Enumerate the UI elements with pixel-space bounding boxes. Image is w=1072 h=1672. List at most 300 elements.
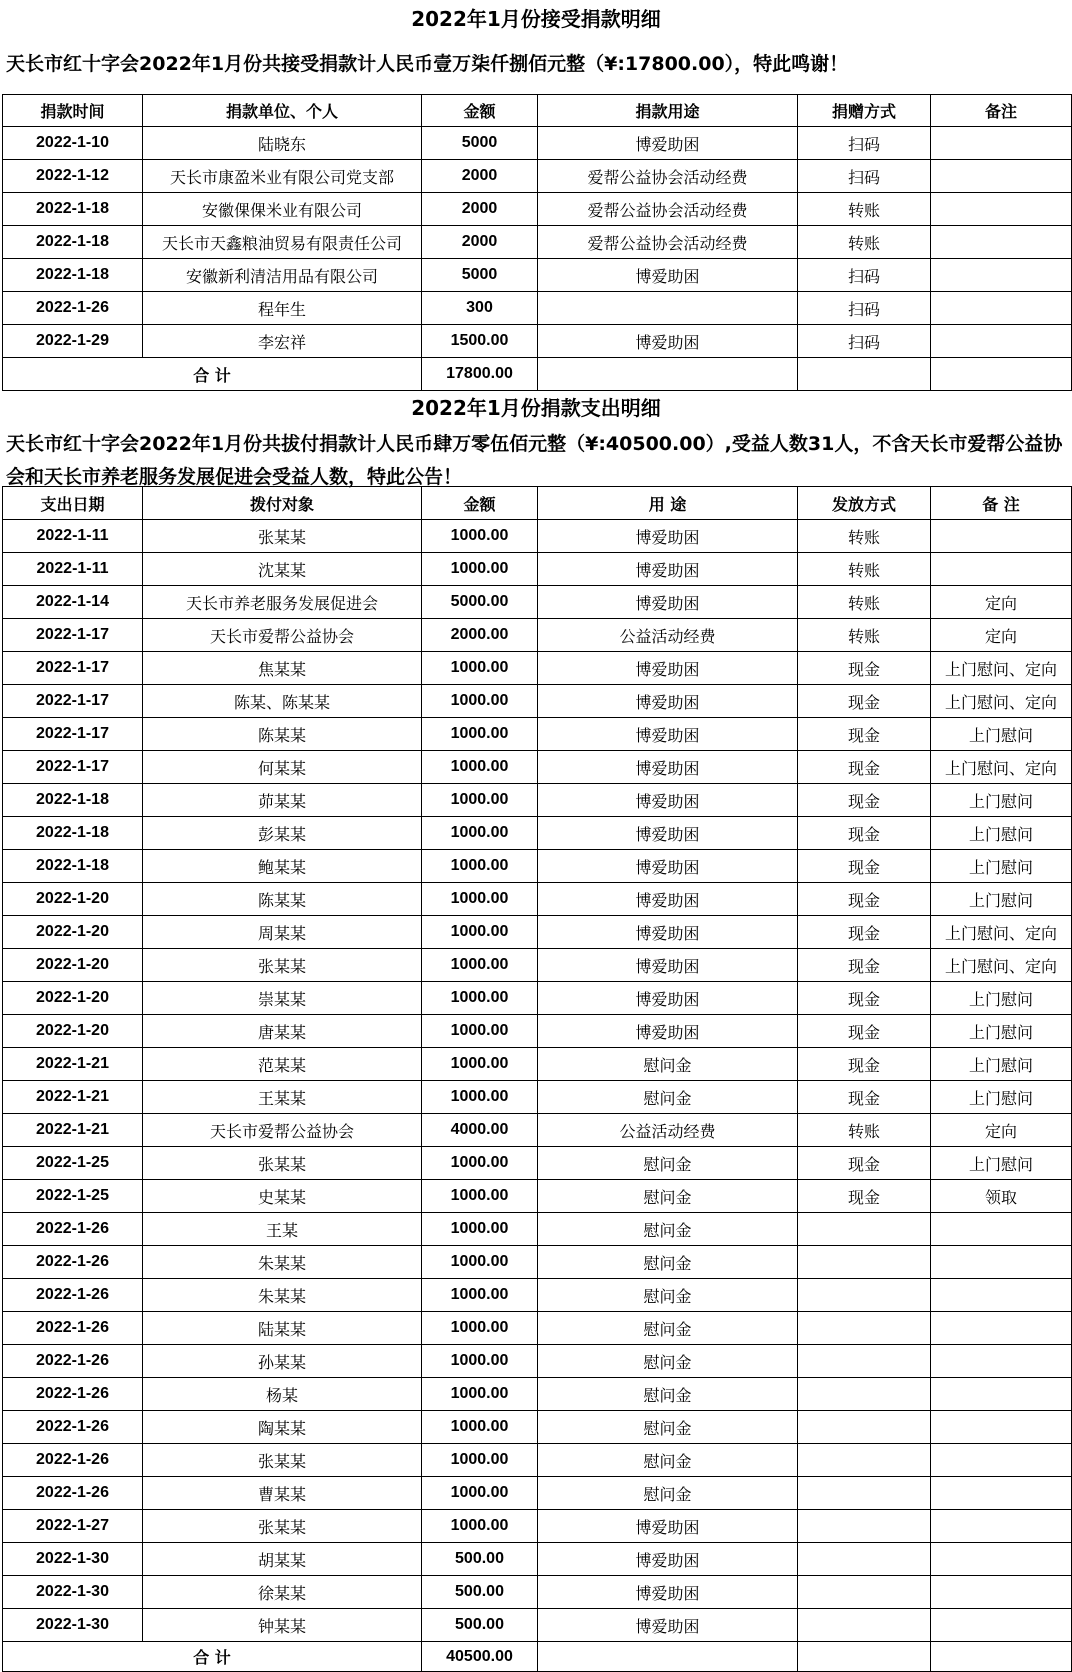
expense-cell-date: 2022-1-26 [3, 1279, 143, 1312]
expense-cell-remark [931, 553, 1072, 586]
expense-cell-remark: 上门慰问、定向 [931, 652, 1072, 685]
expense-cell-amount: 1000.00 [422, 1147, 538, 1180]
expense-cell-amount: 1000.00 [422, 685, 538, 718]
expense-cell-amount: 1000.00 [422, 1510, 538, 1543]
expense-cell-party: 孙某某 [143, 1345, 422, 1378]
expense-cell-remark: 上门慰问 [931, 1147, 1072, 1180]
expense-total-empty [798, 1642, 931, 1672]
income-cell-date: 2022-1-12 [3, 160, 143, 193]
expense-cell-method [798, 1378, 931, 1411]
expense-cell-amount: 1000.00 [422, 817, 538, 850]
income-cell-date: 2022-1-26 [3, 292, 143, 325]
expense-cell-purpose: 博爱助困 [538, 949, 798, 982]
income-header-donor: 捐款单位、个人 [143, 95, 422, 127]
expense-row [3, 850, 1072, 883]
expense-cell-method: 现金 [798, 1147, 931, 1180]
expense-row [3, 1081, 1072, 1114]
income-cell-purpose: 爱帮公益协会活动经费 [538, 226, 798, 259]
income-cell-amount: 1500.00 [422, 325, 538, 358]
income-cell-remark [931, 325, 1072, 358]
expense-row [3, 1048, 1072, 1081]
expense-row [3, 1147, 1072, 1180]
expense-cell-method [798, 1609, 931, 1642]
expense-header-date: 支出日期 [3, 487, 143, 520]
expense-cell-date: 2022-1-25 [3, 1147, 143, 1180]
expense-cell-remark [931, 1576, 1072, 1609]
expense-cell-amount: 2000.00 [422, 619, 538, 652]
expense-row [3, 619, 1072, 652]
expense-cell-purpose: 慰问金 [538, 1213, 798, 1246]
expense-total-empty [931, 1642, 1072, 1672]
expense-cell-date: 2022-1-17 [3, 619, 143, 652]
expense-cell-purpose: 慰问金 [538, 1048, 798, 1081]
expense-cell-purpose: 慰问金 [538, 1279, 798, 1312]
expense-cell-date: 2022-1-18 [3, 850, 143, 883]
expense-cell-date: 2022-1-18 [3, 784, 143, 817]
expense-cell-date: 2022-1-17 [3, 652, 143, 685]
income-cell-amount: 5000 [422, 127, 538, 160]
expense-cell-purpose: 博爱助困 [538, 850, 798, 883]
expense-cell-party: 张某某 [143, 1147, 422, 1180]
expense-cell-amount: 1000.00 [422, 1279, 538, 1312]
expense-cell-remark [931, 1543, 1072, 1576]
expense-cell-amount: 1000.00 [422, 1048, 538, 1081]
expense-cell-remark: 上门慰问、定向 [931, 916, 1072, 949]
expense-cell-date: 2022-1-26 [3, 1345, 143, 1378]
income-cell-remark [931, 160, 1072, 193]
expense-cell-amount: 1000.00 [422, 1015, 538, 1048]
expense-cell-date: 2022-1-20 [3, 949, 143, 982]
income-title: 2022年1月份接受捐款明细 [411, 7, 661, 31]
expense-cell-method: 现金 [798, 1048, 931, 1081]
expense-cell-amount: 1000.00 [422, 982, 538, 1015]
expense-cell-date: 2022-1-21 [3, 1114, 143, 1147]
expense-row [3, 1180, 1072, 1213]
expense-cell-method: 转账 [798, 520, 931, 553]
expense-cell-method: 现金 [798, 751, 931, 784]
income-row [3, 127, 1072, 160]
expense-cell-amount: 1000.00 [422, 718, 538, 751]
expense-cell-party: 史某某 [143, 1180, 422, 1213]
expense-table [2, 486, 1072, 1672]
expense-cell-remark: 上门慰问、定向 [931, 751, 1072, 784]
expense-row [3, 982, 1072, 1015]
expense-cell-amount: 1000.00 [422, 1312, 538, 1345]
expense-cell-method: 现金 [798, 817, 931, 850]
income-cell-party: 陆晓东 [143, 127, 422, 160]
expense-cell-date: 2022-1-26 [3, 1246, 143, 1279]
expense-cell-purpose: 博爱助困 [538, 1015, 798, 1048]
expense-cell-date: 2022-1-30 [3, 1576, 143, 1609]
expense-cell-amount: 500.00 [422, 1543, 538, 1576]
expense-cell-amount: 1000.00 [422, 553, 538, 586]
expense-row [3, 1213, 1072, 1246]
expense-cell-amount: 500.00 [422, 1576, 538, 1609]
expense-cell-party: 张某某 [143, 1444, 422, 1477]
expense-cell-purpose: 博爱助困 [538, 883, 798, 916]
income-cell-date: 2022-1-29 [3, 325, 143, 358]
expense-cell-method: 现金 [798, 1015, 931, 1048]
income-cell-amount: 5000 [422, 259, 538, 292]
expense-cell-date: 2022-1-26 [3, 1213, 143, 1246]
expense-cell-purpose: 慰问金 [538, 1081, 798, 1114]
expense-cell-party: 王某某 [143, 1081, 422, 1114]
expense-cell-remark [931, 1246, 1072, 1279]
expense-cell-party: 范某某 [143, 1048, 422, 1081]
expense-cell-method [798, 1312, 931, 1345]
expense-row [3, 1345, 1072, 1378]
income-total-label: 合 计 [3, 358, 422, 391]
expense-cell-date: 2022-1-20 [3, 1015, 143, 1048]
expense-row [3, 685, 1072, 718]
expense-cell-date: 2022-1-26 [3, 1312, 143, 1345]
expense-cell-purpose: 博爱助困 [538, 1576, 798, 1609]
income-cell-method: 转账 [798, 226, 931, 259]
expense-cell-purpose: 博爱助困 [538, 685, 798, 718]
expense-row [3, 1114, 1072, 1147]
expense-header-amount: 金额 [422, 487, 538, 520]
expense-cell-method: 现金 [798, 949, 931, 982]
expense-row [3, 1510, 1072, 1543]
expense-cell-method [798, 1246, 931, 1279]
expense-cell-method [798, 1477, 931, 1510]
expense-header-remark: 备 注 [931, 487, 1072, 520]
income-cell-purpose: 博爱助困 [538, 325, 798, 358]
expense-cell-party: 天长市养老服务发展促进会 [143, 586, 422, 619]
income-header-row [3, 95, 1072, 127]
expense-row [3, 1609, 1072, 1642]
expense-cell-amount: 1000.00 [422, 1081, 538, 1114]
expense-cell-method: 现金 [798, 982, 931, 1015]
expense-cell-remark [931, 1312, 1072, 1345]
expense-cell-amount: 4000.00 [422, 1114, 538, 1147]
expense-cell-amount: 5000.00 [422, 586, 538, 619]
expense-row [3, 784, 1072, 817]
income-cell-party: 安徽倮倮米业有限公司 [143, 193, 422, 226]
expense-cell-remark: 上门慰问 [931, 883, 1072, 916]
income-cell-date: 2022-1-10 [3, 127, 143, 160]
expense-cell-method: 现金 [798, 1081, 931, 1114]
expense-cell-date: 2022-1-11 [3, 553, 143, 586]
expense-cell-remark: 上门慰问 [931, 850, 1072, 883]
expense-cell-purpose: 公益活动经费 [538, 1114, 798, 1147]
expense-row [3, 652, 1072, 685]
expense-cell-remark [931, 1609, 1072, 1642]
expense-cell-purpose: 博爱助困 [538, 1510, 798, 1543]
expense-cell-date: 2022-1-21 [3, 1048, 143, 1081]
expense-total-value: 40500.00 [422, 1642, 538, 1672]
expense-cell-date: 2022-1-20 [3, 883, 143, 916]
expense-cell-party: 钟某某 [143, 1609, 422, 1642]
income-cell-date: 2022-1-18 [3, 259, 143, 292]
expense-header-recipient: 拨付对象 [143, 487, 422, 520]
expense-cell-purpose: 博爱助困 [538, 916, 798, 949]
expense-cell-date: 2022-1-25 [3, 1180, 143, 1213]
expense-row [3, 1444, 1072, 1477]
expense-cell-amount: 1000.00 [422, 1246, 538, 1279]
income-cell-purpose: 博爱助困 [538, 127, 798, 160]
expense-row [3, 916, 1072, 949]
expense-cell-remark [931, 520, 1072, 553]
expense-cell-party: 唐某某 [143, 1015, 422, 1048]
expense-row [3, 1543, 1072, 1576]
expense-cell-method [798, 1543, 931, 1576]
expense-cell-purpose: 博爱助困 [538, 982, 798, 1015]
expense-cell-purpose: 博爱助困 [538, 1609, 798, 1642]
expense-cell-method: 转账 [798, 1114, 931, 1147]
income-row [3, 292, 1072, 325]
expense-row [3, 718, 1072, 751]
expense-cell-amount: 1000.00 [422, 1213, 538, 1246]
expense-cell-amount: 1000.00 [422, 1477, 538, 1510]
expense-cell-method [798, 1345, 931, 1378]
income-cell-date: 2022-1-18 [3, 226, 143, 259]
expense-cell-amount: 1000.00 [422, 1411, 538, 1444]
expense-total-row [3, 1642, 1072, 1672]
expense-cell-party: 张某某 [143, 1510, 422, 1543]
expense-cell-remark [931, 1279, 1072, 1312]
expense-cell-party: 曹某某 [143, 1477, 422, 1510]
expense-row [3, 949, 1072, 982]
expense-cell-party: 陶某某 [143, 1411, 422, 1444]
expense-cell-remark [931, 1345, 1072, 1378]
expense-cell-remark: 上门慰问、定向 [931, 685, 1072, 718]
expense-row [3, 1279, 1072, 1312]
expense-cell-remark: 定向 [931, 619, 1072, 652]
expense-total-empty [538, 1642, 798, 1672]
income-cell-party: 天长市康盈米业有限公司党支部 [143, 160, 422, 193]
expense-cell-party: 王某 [143, 1213, 422, 1246]
expense-cell-remark: 上门慰问 [931, 718, 1072, 751]
income-cell-method: 扫码 [798, 160, 931, 193]
income-row [3, 259, 1072, 292]
expense-cell-amount: 1000.00 [422, 949, 538, 982]
income-cell-party: 天长市天鑫粮油贸易有限责任公司 [143, 226, 422, 259]
expense-cell-party: 彭某某 [143, 817, 422, 850]
income-cell-purpose: 博爱助困 [538, 259, 798, 292]
income-table [2, 94, 1072, 391]
income-cell-method: 扫码 [798, 325, 931, 358]
expense-cell-method: 现金 [798, 916, 931, 949]
expense-cell-method: 现金 [798, 784, 931, 817]
expense-cell-party: 崇某某 [143, 982, 422, 1015]
expense-cell-amount: 500.00 [422, 1609, 538, 1642]
income-cell-purpose [538, 292, 798, 325]
expense-intro: 天长市红十字会2022年1月份共拔付捐款计人民币肆万零伍佰元整（¥:40500.00）,受益人数31人，不含天长市爱帮公益协会和天长市养老服务发展促进会受益人数，特此公告！ [6, 433, 1063, 488]
expense-row [3, 1477, 1072, 1510]
expense-cell-remark: 定向 [931, 586, 1072, 619]
income-header-date: 捐款时间 [3, 95, 143, 127]
expense-cell-date: 2022-1-26 [3, 1378, 143, 1411]
expense-row [3, 1312, 1072, 1345]
expense-cell-amount: 1000.00 [422, 784, 538, 817]
expense-cell-purpose: 慰问金 [538, 1147, 798, 1180]
expense-cell-party: 胡某某 [143, 1543, 422, 1576]
income-total-empty [798, 358, 931, 391]
expense-cell-amount: 1000.00 [422, 1180, 538, 1213]
expense-row [3, 883, 1072, 916]
expense-row [3, 1411, 1072, 1444]
income-cell-party: 安徽新利清洁用品有限公司 [143, 259, 422, 292]
expense-cell-amount: 1000.00 [422, 850, 538, 883]
expense-cell-amount: 1000.00 [422, 916, 538, 949]
expense-cell-date: 2022-1-26 [3, 1477, 143, 1510]
expense-cell-party: 陈某某 [143, 718, 422, 751]
expense-cell-date: 2022-1-26 [3, 1411, 143, 1444]
expense-cell-remark: 上门慰问 [931, 982, 1072, 1015]
income-cell-party: 程年生 [143, 292, 422, 325]
expense-cell-purpose: 慰问金 [538, 1477, 798, 1510]
expense-row [3, 1576, 1072, 1609]
expense-total-label: 合 计 [3, 1642, 422, 1672]
expense-cell-amount: 1000.00 [422, 520, 538, 553]
expense-cell-amount: 1000.00 [422, 751, 538, 784]
expense-cell-party: 何某某 [143, 751, 422, 784]
expense-cell-date: 2022-1-20 [3, 916, 143, 949]
income-cell-remark [931, 292, 1072, 325]
expense-title: 2022年1月份捐款支出明细 [411, 396, 661, 420]
expense-cell-date: 2022-1-20 [3, 982, 143, 1015]
expense-cell-date: 2022-1-11 [3, 520, 143, 553]
expense-row [3, 1246, 1072, 1279]
expense-cell-party: 天长市爱帮公益协会 [143, 619, 422, 652]
expense-cell-purpose: 博爱助困 [538, 751, 798, 784]
expense-cell-amount: 1000.00 [422, 1444, 538, 1477]
expense-cell-method: 现金 [798, 850, 931, 883]
expense-cell-remark [931, 1477, 1072, 1510]
expense-row [3, 1378, 1072, 1411]
income-total-row [3, 358, 1072, 391]
expense-cell-method [798, 1411, 931, 1444]
expense-cell-date: 2022-1-27 [3, 1510, 143, 1543]
income-cell-amount: 2000 [422, 226, 538, 259]
expense-cell-remark [931, 1411, 1072, 1444]
expense-cell-party: 张某某 [143, 520, 422, 553]
income-cell-remark [931, 127, 1072, 160]
expense-cell-remark [931, 1378, 1072, 1411]
expense-cell-method [798, 1576, 931, 1609]
expense-cell-method [798, 1279, 931, 1312]
expense-cell-date: 2022-1-17 [3, 718, 143, 751]
expense-row [3, 553, 1072, 586]
expense-cell-method: 转账 [798, 619, 931, 652]
expense-cell-party: 天长市爱帮公益协会 [143, 1114, 422, 1147]
income-cell-amount: 300 [422, 292, 538, 325]
expense-cell-remark: 上门慰问 [931, 1015, 1072, 1048]
expense-cell-remark: 领取 [931, 1180, 1072, 1213]
expense-cell-remark [931, 1444, 1072, 1477]
expense-cell-amount: 1000.00 [422, 883, 538, 916]
expense-row [3, 817, 1072, 850]
expense-cell-date: 2022-1-21 [3, 1081, 143, 1114]
expense-cell-purpose: 博爱助困 [538, 586, 798, 619]
income-intro: 天长市红十字会2022年1月份共接受捐款计人民币壹万柒仟捌佰元整（¥:17800.00），特此鸣谢！ [6, 53, 849, 75]
expense-cell-date: 2022-1-14 [3, 586, 143, 619]
expense-cell-purpose: 慰问金 [538, 1180, 798, 1213]
expense-cell-purpose: 博爱助困 [538, 817, 798, 850]
expense-cell-party: 陆某某 [143, 1312, 422, 1345]
expense-cell-remark [931, 1213, 1072, 1246]
expense-cell-date: 2022-1-26 [3, 1444, 143, 1477]
expense-cell-method [798, 1510, 931, 1543]
expense-cell-party: 陈某某 [143, 883, 422, 916]
expense-cell-purpose: 慰问金 [538, 1444, 798, 1477]
expense-header-purpose: 用 途 [538, 487, 798, 520]
expense-cell-party: 朱某某 [143, 1279, 422, 1312]
income-row [3, 226, 1072, 259]
expense-cell-remark: 定向 [931, 1114, 1072, 1147]
income-row [3, 193, 1072, 226]
expense-cell-purpose: 慰问金 [538, 1345, 798, 1378]
expense-cell-date: 2022-1-30 [3, 1543, 143, 1576]
income-cell-remark [931, 193, 1072, 226]
expense-cell-remark [931, 1510, 1072, 1543]
expense-cell-method: 转账 [798, 586, 931, 619]
expense-cell-purpose: 博爱助困 [538, 520, 798, 553]
expense-cell-remark: 上门慰问 [931, 1048, 1072, 1081]
expense-cell-method [798, 1213, 931, 1246]
expense-cell-party: 茆某某 [143, 784, 422, 817]
expense-cell-remark: 上门慰问 [931, 784, 1072, 817]
income-cell-amount: 2000 [422, 193, 538, 226]
expense-cell-purpose: 博爱助困 [538, 652, 798, 685]
expense-cell-party: 陈某、陈某某 [143, 685, 422, 718]
income-cell-remark [931, 259, 1072, 292]
expense-cell-purpose: 博爱助困 [538, 1543, 798, 1576]
expense-cell-remark: 上门慰问 [931, 1081, 1072, 1114]
income-cell-method: 转账 [798, 193, 931, 226]
expense-cell-purpose: 慰问金 [538, 1411, 798, 1444]
expense-cell-method: 现金 [798, 685, 931, 718]
expense-cell-party: 徐某某 [143, 1576, 422, 1609]
income-header-purpose: 捐款用途 [538, 95, 798, 127]
income-header-method: 捐赠方式 [798, 95, 931, 127]
expense-cell-purpose: 慰问金 [538, 1378, 798, 1411]
expense-cell-date: 2022-1-17 [3, 685, 143, 718]
expense-cell-party: 周某某 [143, 916, 422, 949]
expense-cell-purpose: 慰问金 [538, 1246, 798, 1279]
expense-header-method: 发放方式 [798, 487, 931, 520]
expense-cell-method: 现金 [798, 652, 931, 685]
expense-cell-method: 现金 [798, 1180, 931, 1213]
expense-cell-purpose: 博爱助困 [538, 553, 798, 586]
income-cell-remark [931, 226, 1072, 259]
expense-cell-party: 鲍某某 [143, 850, 422, 883]
income-cell-amount: 2000 [422, 160, 538, 193]
income-cell-party: 李宏祥 [143, 325, 422, 358]
income-total-empty [931, 358, 1072, 391]
expense-cell-remark: 上门慰问 [931, 817, 1072, 850]
expense-cell-party: 沈某某 [143, 553, 422, 586]
expense-cell-date: 2022-1-17 [3, 751, 143, 784]
income-cell-date: 2022-1-18 [3, 193, 143, 226]
expense-cell-date: 2022-1-18 [3, 817, 143, 850]
income-header-amount: 金额 [422, 95, 538, 127]
income-cell-purpose: 爱帮公益协会活动经费 [538, 193, 798, 226]
expense-cell-method: 转账 [798, 553, 931, 586]
expense-cell-party: 朱某某 [143, 1246, 422, 1279]
expense-cell-amount: 1000.00 [422, 1345, 538, 1378]
income-cell-method: 扫码 [798, 127, 931, 160]
expense-row [3, 586, 1072, 619]
expense-row [3, 1015, 1072, 1048]
income-cell-method: 扫码 [798, 259, 931, 292]
expense-row [3, 520, 1072, 553]
expense-cell-purpose: 公益活动经费 [538, 619, 798, 652]
expense-cell-party: 焦某某 [143, 652, 422, 685]
income-cell-purpose: 爱帮公益协会活动经费 [538, 160, 798, 193]
expense-cell-party: 张某某 [143, 949, 422, 982]
